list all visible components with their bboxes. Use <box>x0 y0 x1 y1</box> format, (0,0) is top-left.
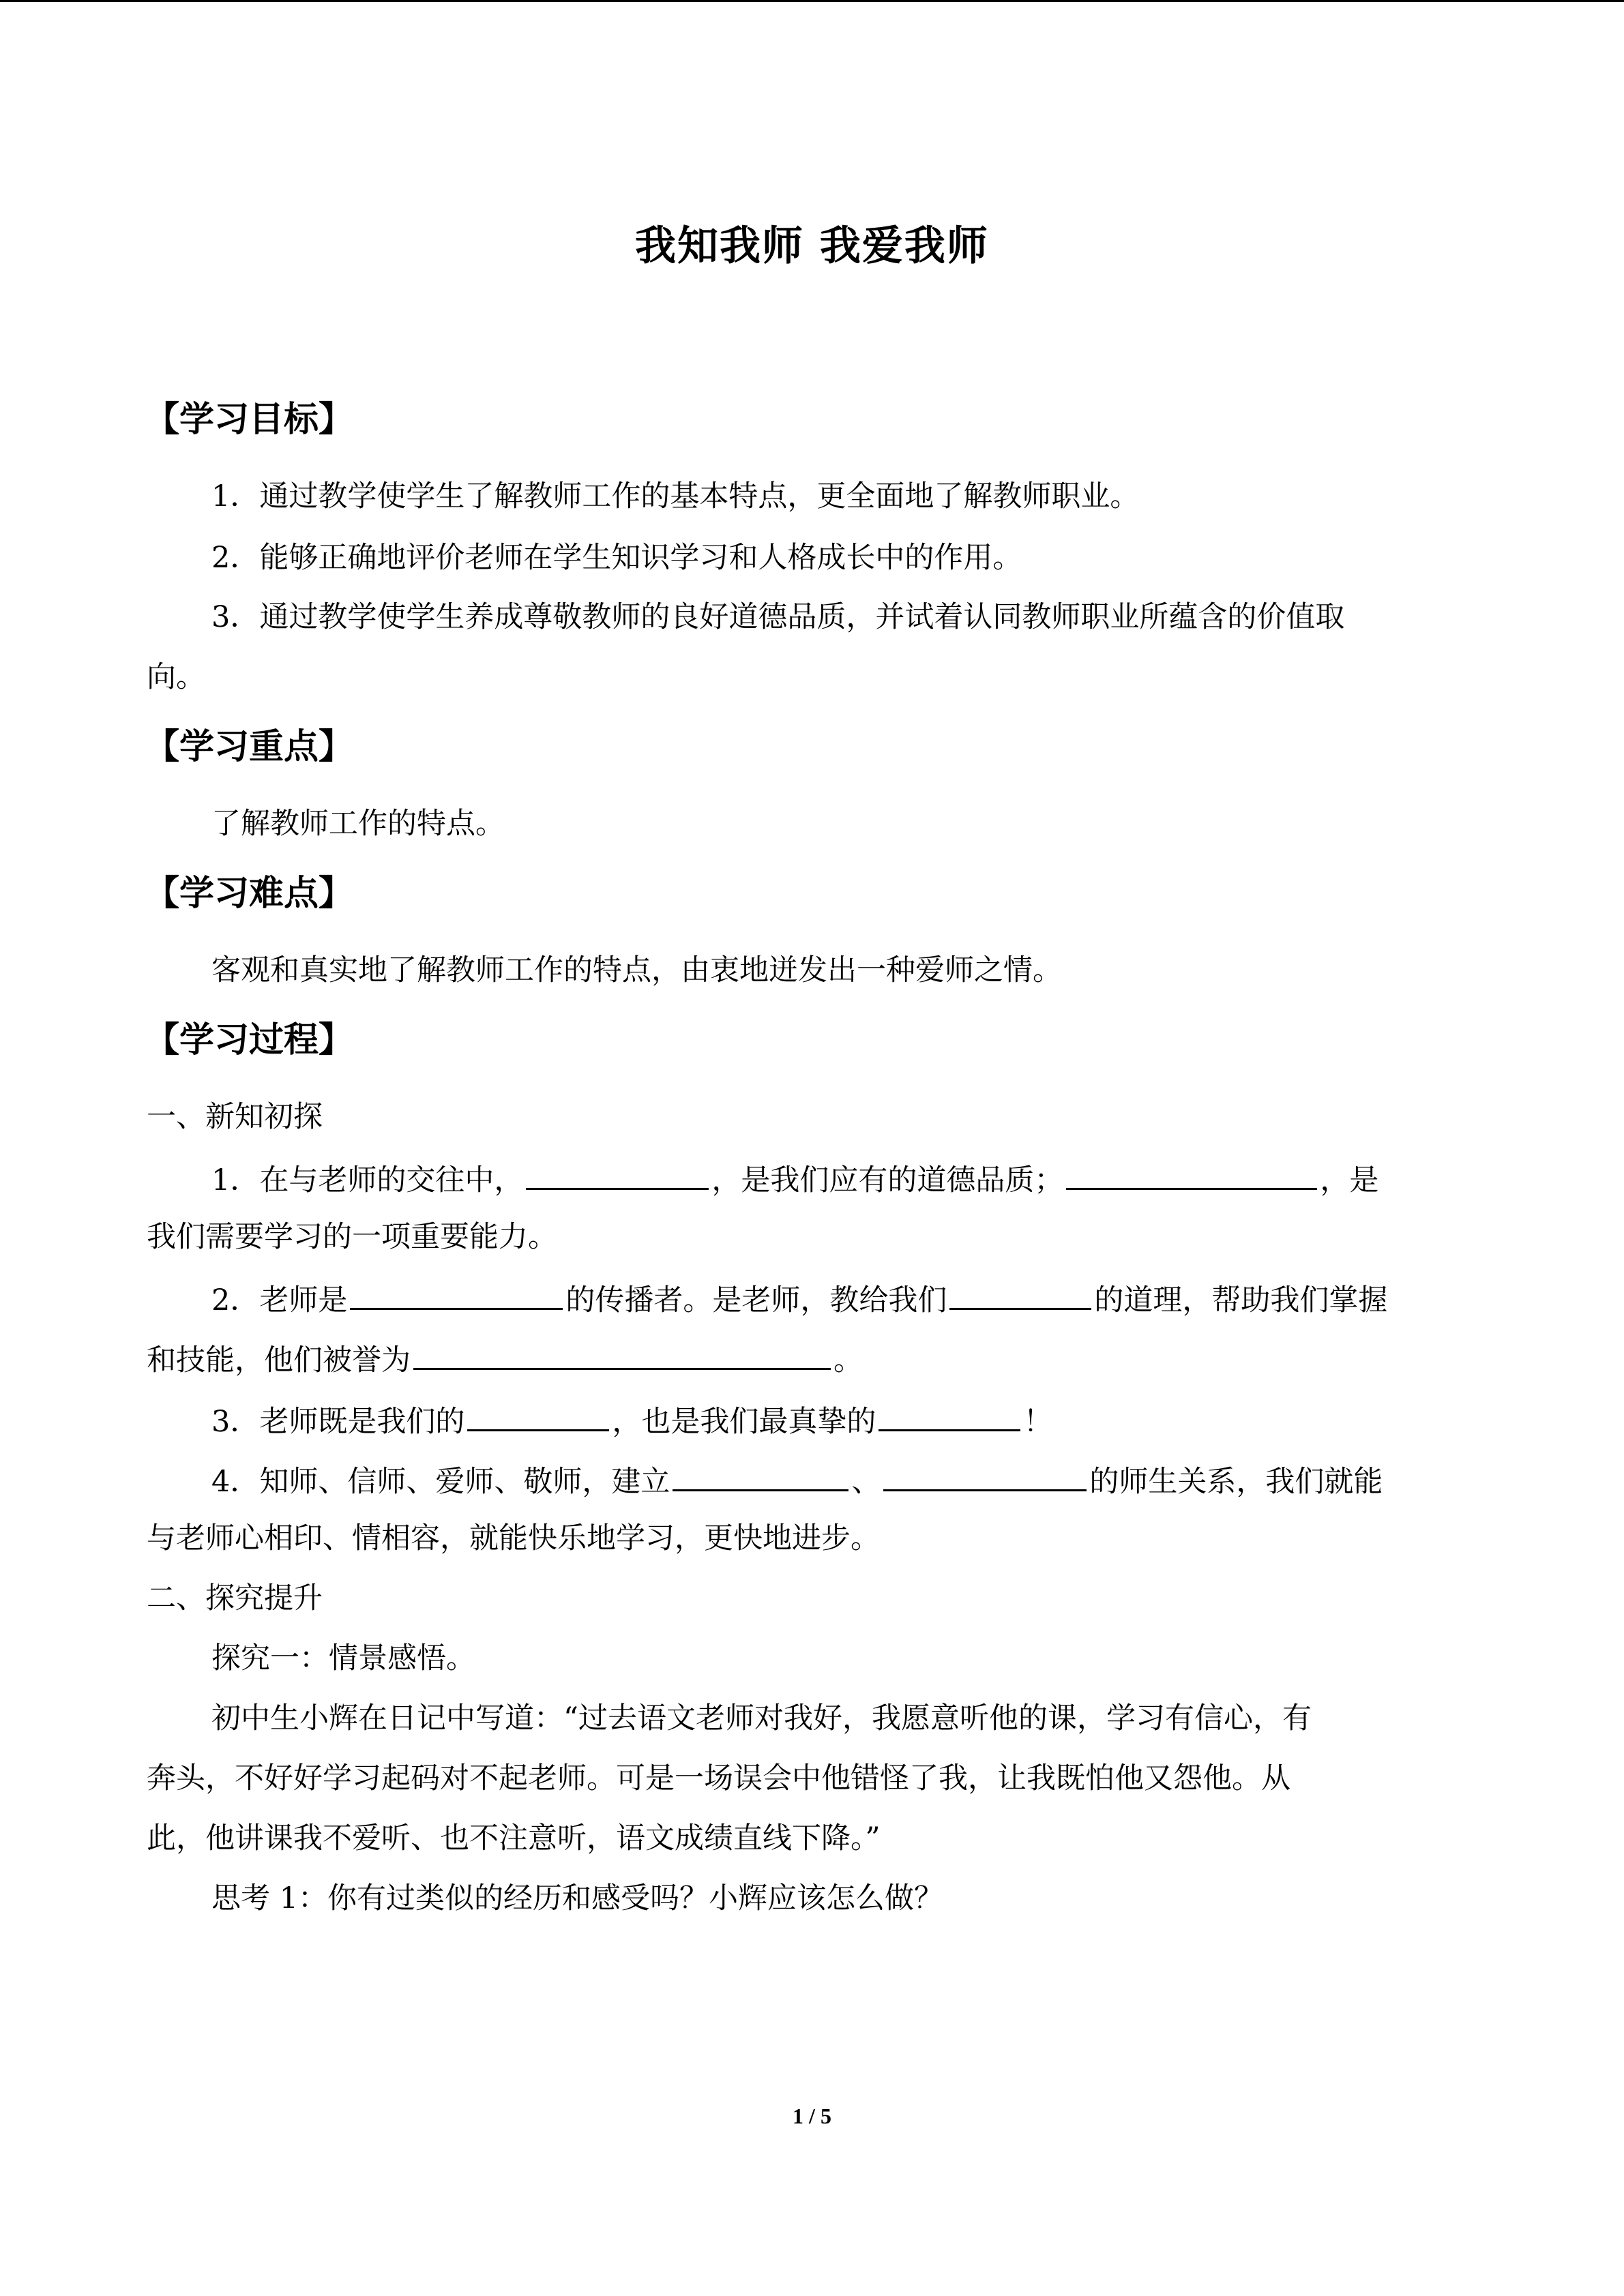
question-4: 4．知师、信师、爱师、敬师，建立 、 的师生关系，我们就能 <box>211 1458 1383 1502</box>
blank-2c[interactable] <box>413 1337 831 1370</box>
goal-item-2: 2．能够正确地评价老师在学生知识学习和人格成长中的作用。 <box>211 541 1022 575</box>
question-1-cont: 我们需要学习的一项重要能力。 <box>147 1220 557 1254</box>
difficulty-text: 客观和真实地了解教师工作的特点，由衷地迸发出一种爱师之情。 <box>211 953 1062 987</box>
think-1: 思考 1：你有过类似的经历和感受吗？小辉应该怎么做？ <box>211 1881 944 1915</box>
goal-item-1: 1．通过教学使学生了解教师工作的基本特点，更全面地了解教师职业。 <box>211 479 1140 513</box>
heading-goals: 【学习目标】 <box>145 400 354 440</box>
story-line-2: 奔头，不好好学习起码对不起老师。可是一场误会中他错怪了我，让我既怕他又怨他。从 <box>147 1761 1290 1795</box>
blank-2a[interactable] <box>350 1277 563 1310</box>
blank-1b[interactable] <box>1066 1157 1317 1190</box>
story-line-3: 此，他讲课我不爱听、也不注意听，语文成绩直线下降。” <box>147 1821 881 1855</box>
question-1: 1．在与老师的交往中， ，是我们应有的道德品质； ，是 <box>211 1157 1378 1201</box>
blank-4a[interactable] <box>673 1458 848 1491</box>
blank-4b[interactable] <box>883 1458 1087 1491</box>
key-text: 了解教师工作的特点。 <box>211 807 505 841</box>
explore-1: 探究一：情景感悟。 <box>211 1641 475 1675</box>
question-4-cont: 与老师心相印、情相容，就能快乐地学习，更快地进步。 <box>147 1521 880 1555</box>
question-2-cont: 和技能，他们被誉为 。 <box>147 1337 863 1381</box>
question-2: 2．老师是 的传播者。是老师，教给我们 的道理，帮助我们掌握 <box>211 1277 1387 1321</box>
blank-3b[interactable] <box>879 1398 1020 1431</box>
goal-item-3: 3．通过教学使学生养成尊敬教师的良好道德品质，并试着认同教师职业所蕴含的价值取 <box>211 600 1345 634</box>
part1-title: 一、新知初探 <box>147 1100 323 1134</box>
page-title: 我知我师 我爱我师 <box>635 222 989 270</box>
heading-process: 【学习过程】 <box>145 1020 354 1060</box>
heading-key: 【学习重点】 <box>145 727 354 767</box>
question-3: 3．老师既是我们的 ，也是我们最真挚的 ！ <box>211 1398 1052 1442</box>
blank-3a[interactable] <box>467 1398 609 1431</box>
story-line-1: 初中生小辉在日记中写道：“过去语文老师对我好，我愿意听他的课，学习有信心，有 <box>211 1701 1312 1735</box>
heading-difficulty: 【学习难点】 <box>145 874 354 914</box>
blank-2b[interactable] <box>949 1277 1091 1310</box>
goal-item-3-cont: 向。 <box>147 660 205 694</box>
blank-1a[interactable] <box>526 1157 709 1190</box>
part2-title: 二、探究提升 <box>147 1581 323 1615</box>
page-number: 1 / 5 <box>793 2104 831 2128</box>
